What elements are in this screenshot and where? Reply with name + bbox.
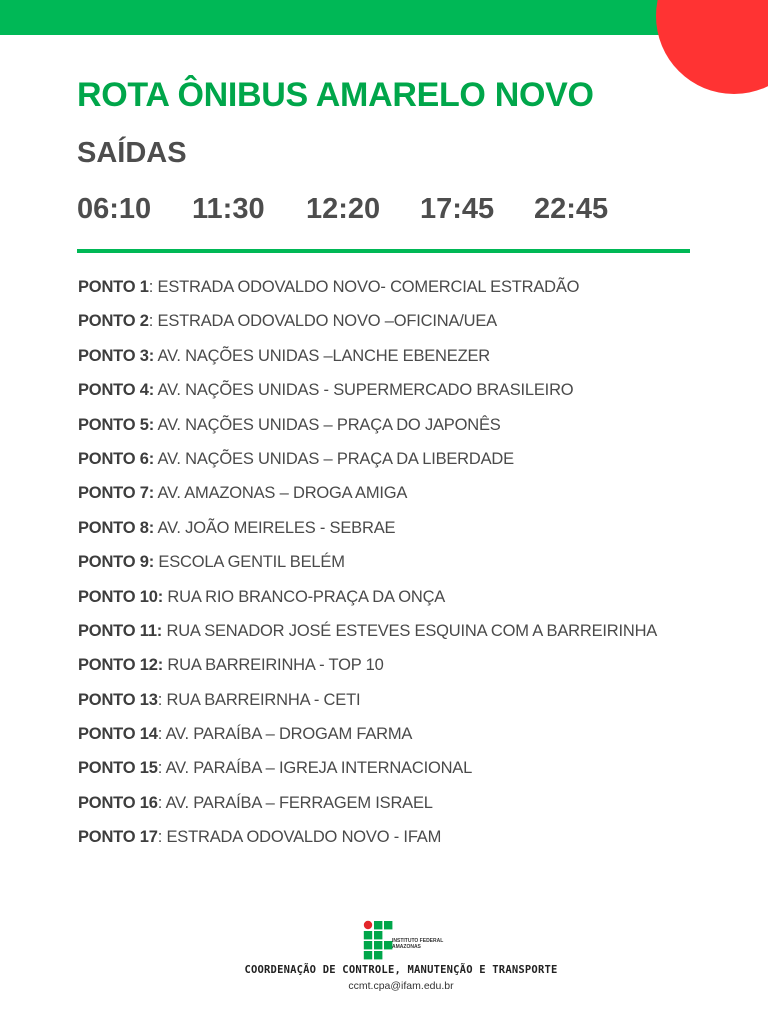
stop-label: PONTO 17	[78, 828, 158, 847]
logo-text: INSTITUTO FEDERAL AMAZONAS	[392, 938, 444, 950]
stop-description: AV. PARAÍBA – IGREJA INTERNACIONAL	[162, 759, 473, 778]
stop-item	[78, 826, 657, 860]
stop-label: PONTO 12:	[78, 656, 164, 675]
stop-description: ESTRADA ODOVALDO NOVO –OFICINA/UEA	[153, 312, 497, 331]
stop-item	[78, 586, 657, 620]
stop-description: ESTRADA ODOVALDO NOVO- COMERCIAL ESTRADÃO	[153, 278, 580, 296]
stop-item	[78, 310, 657, 344]
stop-description: AV. NAÇÕES UNIDAS – PRAÇA DA LIBERDADE	[154, 449, 514, 468]
stop-item	[78, 482, 657, 516]
stop-description: AV. PARAÍBA – DROGAM FARMA	[162, 725, 413, 744]
stop-label: PONTO 9:	[78, 553, 155, 572]
footer	[0, 916, 768, 1016]
stop-item	[78, 345, 657, 379]
stop-item	[78, 723, 657, 757]
stop-label: PONTO 5:	[78, 415, 155, 434]
stop-description: AV. AMAZONAS – DROGA AMIGA	[154, 484, 408, 503]
stop-separator: :	[157, 690, 163, 709]
stop-label: PONTO 10:	[78, 587, 164, 606]
stop-label: PONTO 3:	[78, 346, 155, 365]
stop-description: AV. PARAÍBA – FERRAGEM ISRAEL	[162, 793, 433, 812]
contact-email[interactable]: ccmt.cpa@ifam.edu.br	[348, 980, 454, 992]
organization-name: COORDENAÇÃO DE CONTROLE, MANUTENÇÃO E TRANSPORTE	[244, 964, 558, 976]
stop-item	[78, 448, 657, 482]
departure-time: 11:30	[192, 193, 265, 225]
top-green-bar	[0, 0, 768, 35]
stop-item	[78, 689, 657, 723]
stop-separator: :	[148, 312, 154, 331]
stop-label: PONTO 7:	[78, 484, 155, 503]
stop-description: ESCOLA GENTIL BELÉM	[154, 553, 345, 572]
stop-item	[78, 379, 657, 413]
stop-description: ESTRADA ODOVALDO NOVO - IFAM	[162, 828, 442, 847]
departure-time: 22:45	[534, 193, 609, 225]
stop-description: RUA RIO BRANCO-PRAÇA DA ONÇA	[163, 587, 446, 606]
departures-heading: SAÍDAS	[77, 137, 187, 169]
page-title: ROTA ÔNIBUS AMARELO NOVO	[77, 76, 594, 114]
stop-label: PONTO 4:	[78, 381, 155, 400]
stop-description: AV. JOÃO MEIRELES - SEBRAE	[154, 518, 396, 537]
stop-description: AV. NAÇÕES UNIDAS –LANCHE EBENEZER	[154, 346, 490, 365]
stop-label: PONTO 8:	[78, 518, 155, 537]
section-divider	[77, 249, 690, 253]
departure-time: 17:45	[420, 193, 495, 225]
stop-item	[78, 792, 657, 826]
stop-description: RUA BARREIRINHA - TOP 10	[163, 656, 384, 675]
stop-item	[78, 654, 657, 688]
stop-label: PONTO 2	[78, 312, 149, 331]
stop-separator: :	[157, 828, 163, 847]
stop-label: PONTO 1	[78, 278, 149, 296]
stop-description: RUA SENADOR JOSÉ ESTEVES ESQUINA COM A BARREIRINHA	[162, 621, 658, 640]
stop-item	[78, 414, 657, 448]
stop-item	[78, 517, 657, 551]
departure-time: 06:10	[77, 193, 152, 225]
stop-label: PONTO 11:	[78, 621, 163, 640]
stop-label: PONTO 14	[78, 725, 158, 744]
stop-list	[78, 276, 657, 861]
stop-item	[78, 757, 657, 791]
departure-time: 12:20	[306, 193, 381, 225]
red-circle-decoration	[656, 0, 768, 94]
stop-label: PONTO 15	[78, 759, 158, 778]
stop-separator: :	[148, 278, 154, 296]
stop-separator: :	[157, 793, 163, 812]
stop-description: AV. NAÇÕES UNIDAS – PRAÇA DO JAPONÊS	[154, 415, 501, 434]
stop-separator: :	[157, 759, 163, 778]
stop-item	[78, 620, 657, 654]
stop-description: RUA BARREIRNHA - CETI	[162, 690, 361, 709]
stop-label: PONTO 13	[78, 690, 158, 709]
stop-separator: :	[157, 725, 163, 744]
stop-item	[78, 551, 657, 585]
stop-item	[78, 276, 657, 310]
stop-description: AV. NAÇÕES UNIDAS - SUPERMERCADO BRASILEIRO	[154, 381, 574, 400]
stop-label: PONTO 16	[78, 793, 158, 812]
stop-label: PONTO 6:	[78, 449, 155, 468]
